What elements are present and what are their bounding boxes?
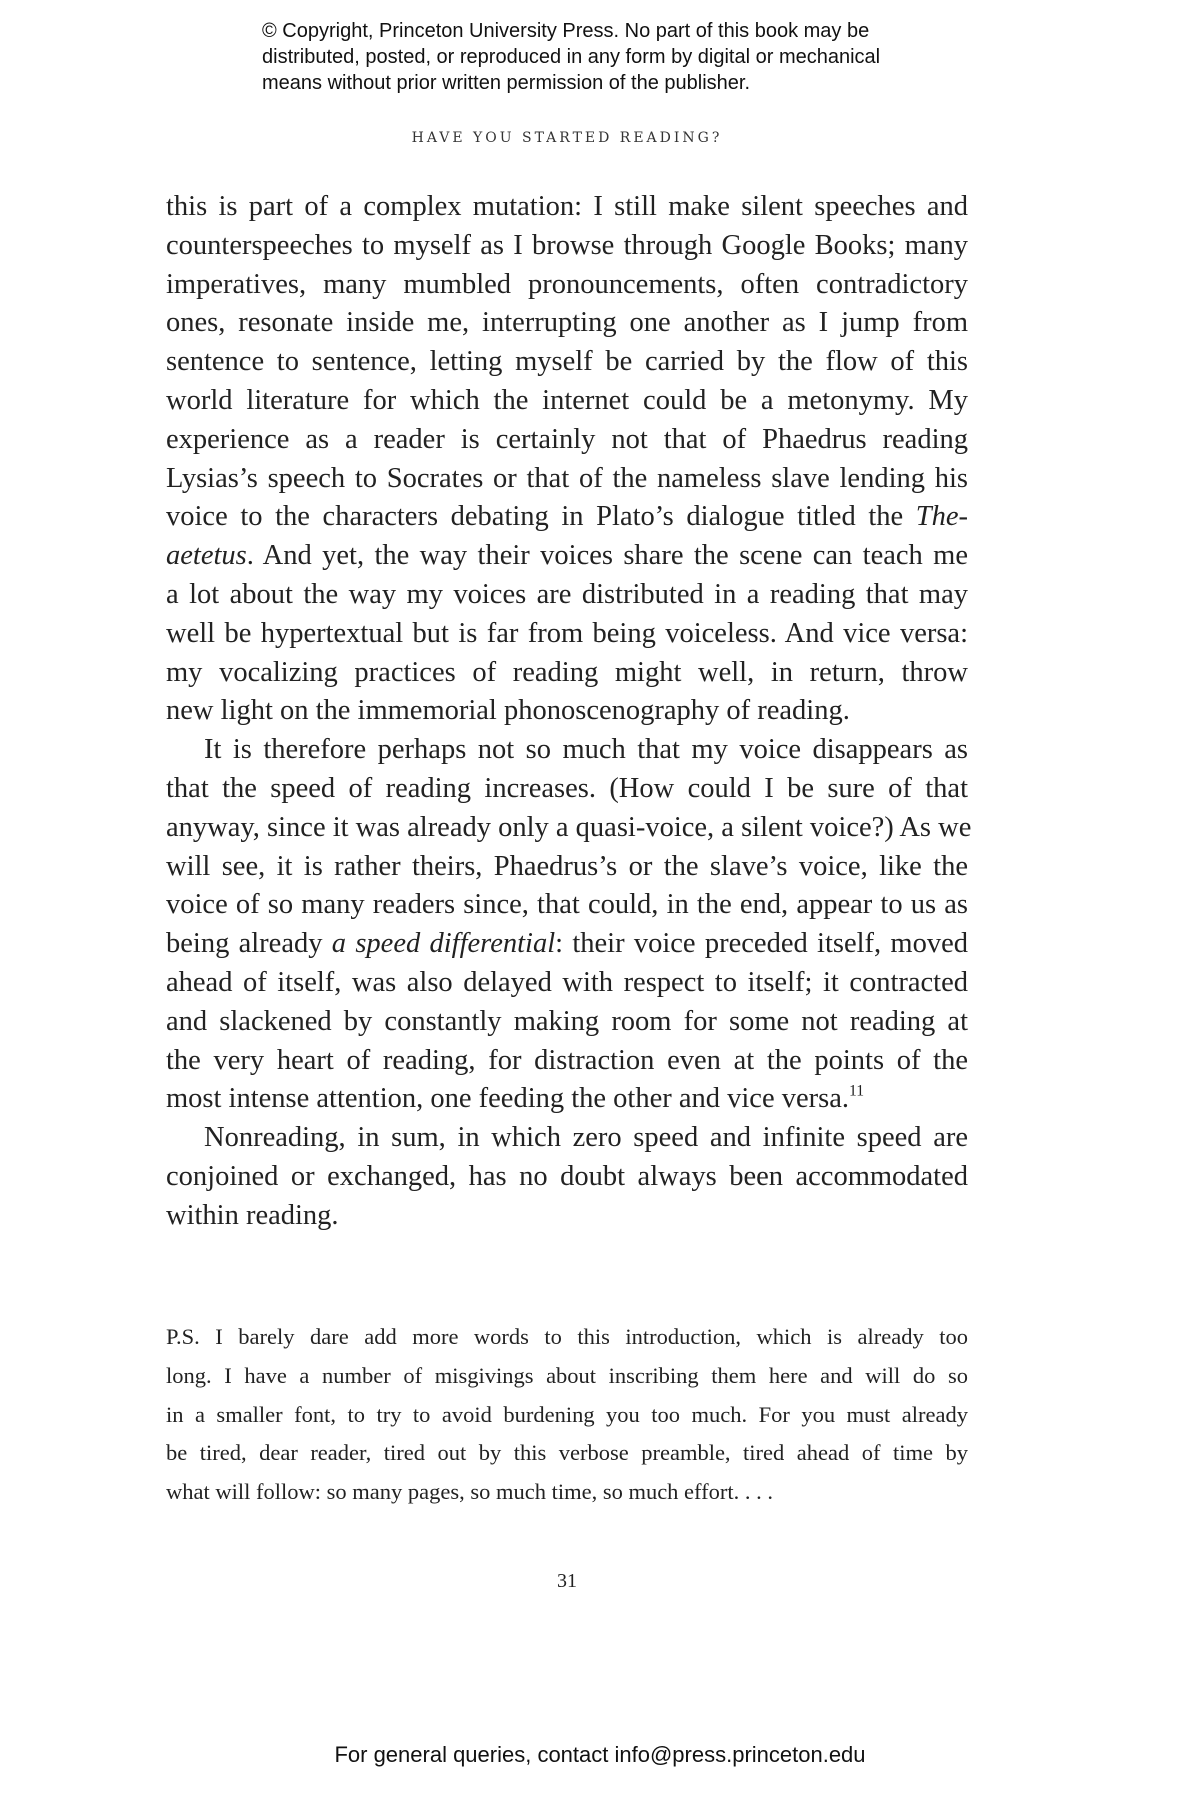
text-line: ahead of itself, was also delayed with respect to itself; it contracted (166, 966, 968, 998)
italic-title: The- (915, 501, 968, 533)
text-run: voice to the characters debating in Plato’s dialogue titled the (166, 501, 916, 533)
text-run: being already (166, 928, 332, 960)
text-line: new light on the immemorial phonoscenography of reading. (166, 695, 850, 727)
italic-phrase: a speed differential (331, 928, 556, 960)
text-line (166, 925, 968, 964)
body-text (166, 188, 972, 1236)
text-line: the very heart of reading, for distraction even at the points of the (166, 1044, 968, 1076)
text-line: ones, resonate inside me, interrupting one another as I jump from (166, 307, 968, 339)
text-run: . And yet, the way their voices share the scene can teach me (246, 540, 968, 572)
ps-line: what will follow: so many pages, so much time, so much effort. . . . (166, 1479, 773, 1505)
text-line: a lot about the way my voices are distributed in a reading that may (166, 578, 968, 610)
text-line: world literature for which the internet could be a metonymy. My (166, 384, 968, 416)
text-line: imperatives, many mumbled pronouncements, often contradictory (166, 268, 968, 300)
italic-title: aetetus (166, 540, 247, 572)
copyright-line: means without prior written permission of the publisher. (262, 72, 751, 94)
text-line (166, 1080, 968, 1119)
footnote-reference[interactable]: 11 (848, 1082, 865, 1100)
text-run: most intense attention, one feeding the other and vice versa. (166, 1083, 849, 1115)
text-line: that the speed of reading increases. (How could I be sure of that (166, 772, 968, 804)
text-line: voice of so many readers since, that could, in the end, appear to us as (166, 889, 968, 921)
text-line (166, 498, 968, 537)
ps-line: in a smaller font, to try to avoid burdening you too much. For you must already (166, 1401, 968, 1427)
text-line: my vocalizing practices of reading might well, in return, throw (166, 656, 968, 688)
text-line: conjoined or exchanged, has no doubt always been accommodated (166, 1160, 968, 1192)
text-line: and slackened by constantly making room for some not reading at (166, 1005, 968, 1037)
text-line: counterspeeches to myself as I browse through Google Books; many (166, 229, 968, 261)
copyright-notice (262, 18, 982, 96)
footer-contact: For general queries, contact info@press.princeton.edu (334, 1742, 866, 1767)
text-line: It is therefore perhaps not so much that my voice disappears as (204, 734, 968, 766)
running-head: HAVE YOU STARTED READING? (411, 130, 723, 146)
text-line: Lysias’s speech to Socrates or that of the nameless slave lending his (166, 462, 968, 494)
ps-line: be tired, dear reader, tired out by this verbose preamble, tired ahead of time by (166, 1440, 968, 1466)
text-line: anyway, since it was already only a quasi-voice, a silent voice?) As we (166, 811, 972, 843)
text-line: well be hypertextual but is far from being voiceless. And vice versa: (166, 617, 968, 649)
ps-line: long. I have a number of misgivings about inscribing them here and will do so (166, 1362, 968, 1388)
text-line (166, 537, 968, 576)
text-line: within reading. (166, 1199, 339, 1231)
ps-line: P.S. I barely dare add more words to this introduction, which is already too (166, 1324, 968, 1349)
page-number: 31 (557, 1570, 577, 1592)
text-line: sentence to sentence, letting myself be carried by the flow of this (166, 346, 968, 378)
postscript (166, 1318, 968, 1512)
copyright-line: © Copyright, Princeton University Press. No part of this book may be (262, 20, 870, 42)
text-line: Nonreading, in sum, in which zero speed and infinite speed are (204, 1122, 968, 1154)
text-line: will see, it is rather theirs, Phaedrus’s or the slave’s voice, like the (166, 850, 968, 882)
text-run: : their voice preceded itself, moved (555, 928, 968, 960)
text-line: experience as a reader is certainly not that of Phaedrus reading (166, 423, 968, 455)
copyright-line: distributed, posted, or reproduced in any form by digital or mechanical (262, 46, 881, 68)
text-line: this is part of a complex mutation: I still make silent speeches and (166, 191, 968, 222)
